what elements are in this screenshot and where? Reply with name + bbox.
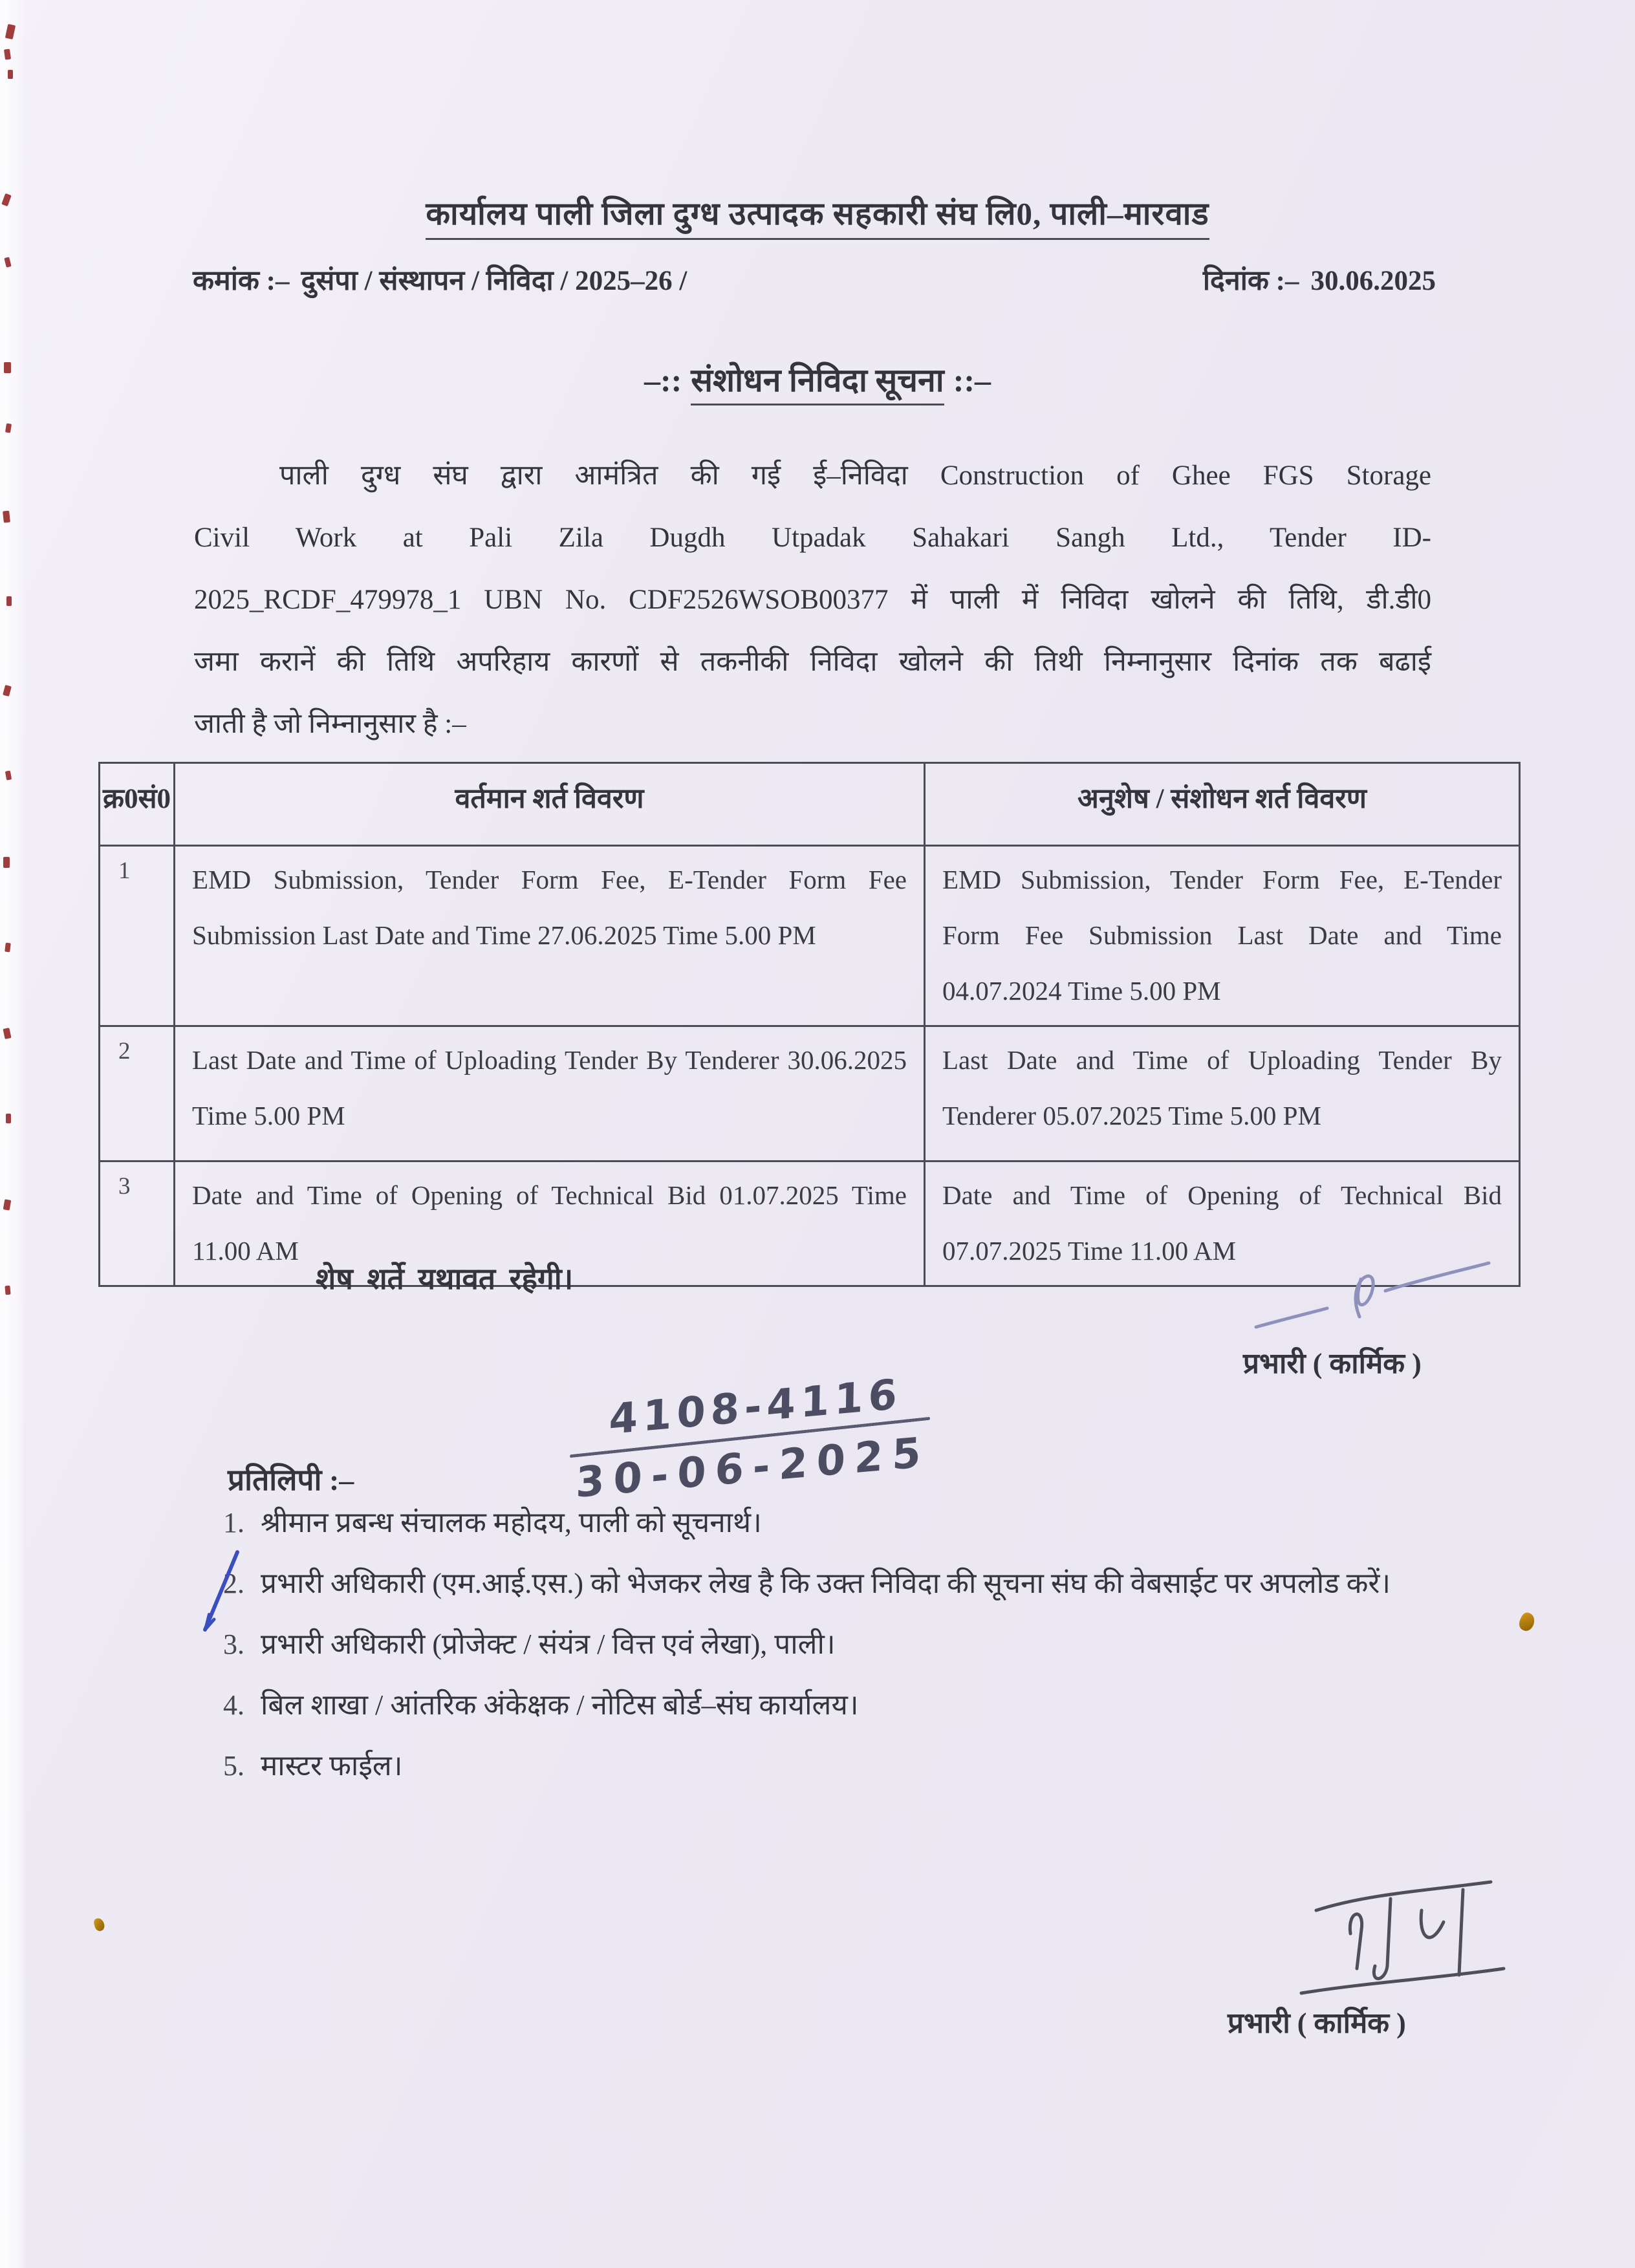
- scan-artifact-red: [6, 596, 12, 606]
- list-item: [223, 1675, 1464, 1736]
- row-sno: 3: [100, 1161, 175, 1286]
- notice-title-text: संशोधन निविदा सूचना: [691, 362, 944, 405]
- paragraph-line: 2025_RCDF_479978_1 UBN No. CDF2526WSOB00377 में पाली में निविदा खोलने की तिथि, डी.डी0: [194, 585, 1431, 615]
- row-sno: 1: [100, 846, 175, 1026]
- list-item-text: बिल शाखा / आंतरिक अंकेक्षक / नोटिस बोर्ड–संघ कार्यालय।: [261, 1689, 859, 1721]
- list-item-number: 1.: [223, 1507, 244, 1539]
- remaining-terms-note: शेष शर्ते यथावत रहेगी।: [316, 1262, 574, 1295]
- list-item-text: प्रभारी अधिकारी (प्रोजेक्ट / संयंत्र / वित्त एवं लेखा), पाली।: [261, 1628, 836, 1660]
- col-header-revised: अनुशेष / संशोधन शर्त विवरण: [925, 763, 1520, 846]
- row-current-terms: EMD Submission, Tender Form Fee, E-Tender Form Fee Submission Last Date and Time 27.06.2025 Time 5.00 PM: [175, 846, 925, 1026]
- list-item: [223, 1493, 1464, 1553]
- list-item-text: प्रभारी अधिकारी (एम.आई.एस.) को भेजकर लेख है कि उक्त निविदा की सूचना संघ की वेबसाईट पर अपलोड करें।: [261, 1568, 1391, 1599]
- paragraph-line: जमा करानें की तिथि अपरिहाय कारणों से तकनीकी निविदा खोलने की तिथी निम्नानुसार दिनांक तक बढाई: [194, 647, 1431, 677]
- notice-title-prefix: –::: [644, 362, 682, 398]
- scan-artifact-red: [3, 857, 10, 868]
- reference-value: दुसंपा / संस्थापन / निविदा / 2025–26 /: [301, 266, 688, 296]
- handwritten-dispatch-note: [569, 1368, 931, 1508]
- signature-scribble: [1248, 1255, 1500, 1345]
- reference-number: [193, 260, 698, 298]
- list-item: [223, 1553, 1464, 1614]
- row-current-terms: Last Date and Time of Uploading Tender By Tenderer 30.06.2025 Time 5.00 PM: [175, 1026, 925, 1161]
- list-item-number: 5.: [223, 1750, 244, 1782]
- col-header-current: वर्तमान शर्त विवरण: [175, 763, 925, 846]
- office-title: कार्यालय पाली जिला दुग्ध उत्पादक सहकारी संघ लि0, पाली–मारवाड: [426, 196, 1209, 240]
- letterhead: [0, 191, 1635, 234]
- pen-check-mark: [197, 1547, 249, 1647]
- col-header-sno: क्र0सं0: [100, 763, 175, 846]
- scan-artifact-red: [5, 943, 11, 953]
- row-current-terms: Date and Time of Opening of Technical Bid 01.07.2025 Time 11.00 AM: [175, 1161, 925, 1286]
- paragraph-line: पाली दुग्ध संघ द्वारा आमंत्रित की गई ई–निविदा Construction of Ghee FGS Storage: [279, 460, 1431, 491]
- notice-title-suffix: ::–: [953, 362, 991, 398]
- dispatch-numbers: 4108-4116: [609, 1370, 903, 1445]
- list-item-text: मास्टर फाईल।: [261, 1750, 403, 1782]
- reference-label: कमांक :–: [193, 266, 290, 296]
- list-item-number: 3.: [223, 1628, 244, 1660]
- list-item-text: श्रीमान प्रबन्ध संचालक महोदय, पाली को सूचनार्थ।: [261, 1507, 762, 1539]
- list-item: [223, 1614, 1464, 1675]
- scan-artifact-red: [8, 70, 13, 79]
- scan-speck: [93, 1917, 106, 1932]
- dispatch-date: 30-06-2025: [575, 1428, 931, 1507]
- signatory-title: प्रभारी ( कार्मिक ): [1243, 1348, 1422, 1379]
- copies-section-title: प्रतिलिपी :–: [228, 1463, 354, 1496]
- table-header-row: [100, 763, 1520, 846]
- document-date: [1203, 260, 1447, 298]
- scan-artifact-red: [3, 511, 10, 523]
- list-item-number: 2.: [223, 1568, 244, 1599]
- copies-list: [223, 1493, 1464, 1797]
- notice-title: [0, 357, 1635, 401]
- list-item: [223, 1736, 1464, 1797]
- date-value: 30.06.2025: [1310, 266, 1436, 296]
- scan-edge-strip: [0, 0, 26, 2268]
- list-item-number: 4.: [223, 1689, 244, 1721]
- row-revised-terms: Last Date and Time of Uploading Tender By Tenderer 05.07.2025 Time 5.00 PM: [925, 1026, 1520, 1161]
- row-revised-terms: EMD Submission, Tender Form Fee, E-Tender Form Fee Submission Last Date and Time 04.07.2024 Time 5.00 PM: [925, 846, 1520, 1026]
- amendment-table: [98, 762, 1521, 1287]
- table-row: [100, 846, 1520, 1026]
- signatory-title: प्रभारी ( कार्मिक ): [1228, 2007, 1406, 2039]
- table-row: [100, 1026, 1520, 1161]
- paragraph-line: जाती है जो निम्नानुसार है :–: [194, 709, 466, 739]
- scan-artifact-red: [6, 1114, 11, 1123]
- reference-row: [193, 260, 1447, 298]
- scan-speck: [1517, 1611, 1537, 1634]
- row-revised-terms: Date and Time of Opening of Technical Bid 07.07.2025 Time 11.00 AM: [925, 1161, 1520, 1286]
- row-sno: 2: [100, 1026, 175, 1161]
- date-label: दिनांक :–: [1202, 266, 1299, 296]
- signature-scribble: [1294, 1870, 1507, 2006]
- scan-artifact-red: [5, 1286, 10, 1295]
- notice-paragraph: [194, 445, 1431, 755]
- paragraph-line: Civil Work at Pali Zila Dugdh Utpadak Sahakari Sangh Ltd., Tender ID-: [194, 523, 1431, 553]
